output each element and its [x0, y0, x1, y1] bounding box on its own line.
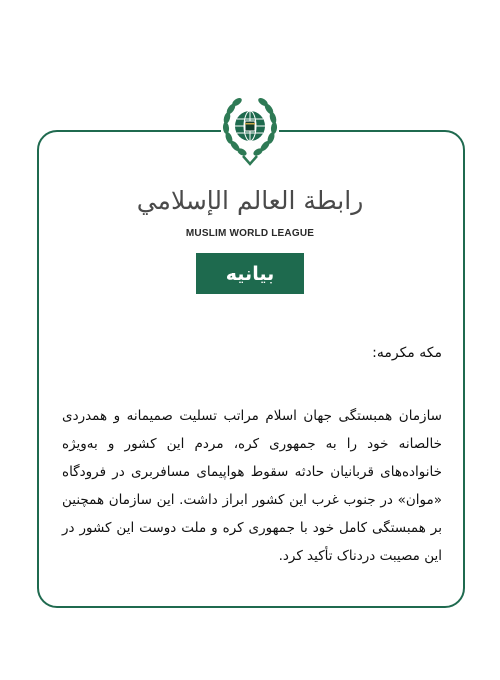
- mwl-emblem-icon: [221, 92, 279, 170]
- organization-name-english: MUSLIM WORLD LEAGUE: [185, 228, 315, 239]
- organization-name-arabic: رابطة العالم الإسلامي: [136, 186, 364, 215]
- statement-title-banner: [196, 253, 304, 294]
- statement-body: سازمان همبستگی جهان اسلام مراتب تسلیت صمیمانه و همدردی خالصانه خود را به جمهوری کره، مردم این کشور و به‌ویژه خانواده‌های قربانیان حادثه سقوط هواپیمای مسافربری در فرودگاه «موان» در جنوب غرب این کشور ابراز داشت. این سازمان همچنین بر همبستگی کامل خود با جمهوری کره و ملت دوست این کشور در این مصیبت دردناک تأکید کرد.: [62, 408, 442, 564]
- dateline: مکه مکرمه:: [372, 345, 442, 361]
- statement-title: بیانیه: [225, 262, 275, 285]
